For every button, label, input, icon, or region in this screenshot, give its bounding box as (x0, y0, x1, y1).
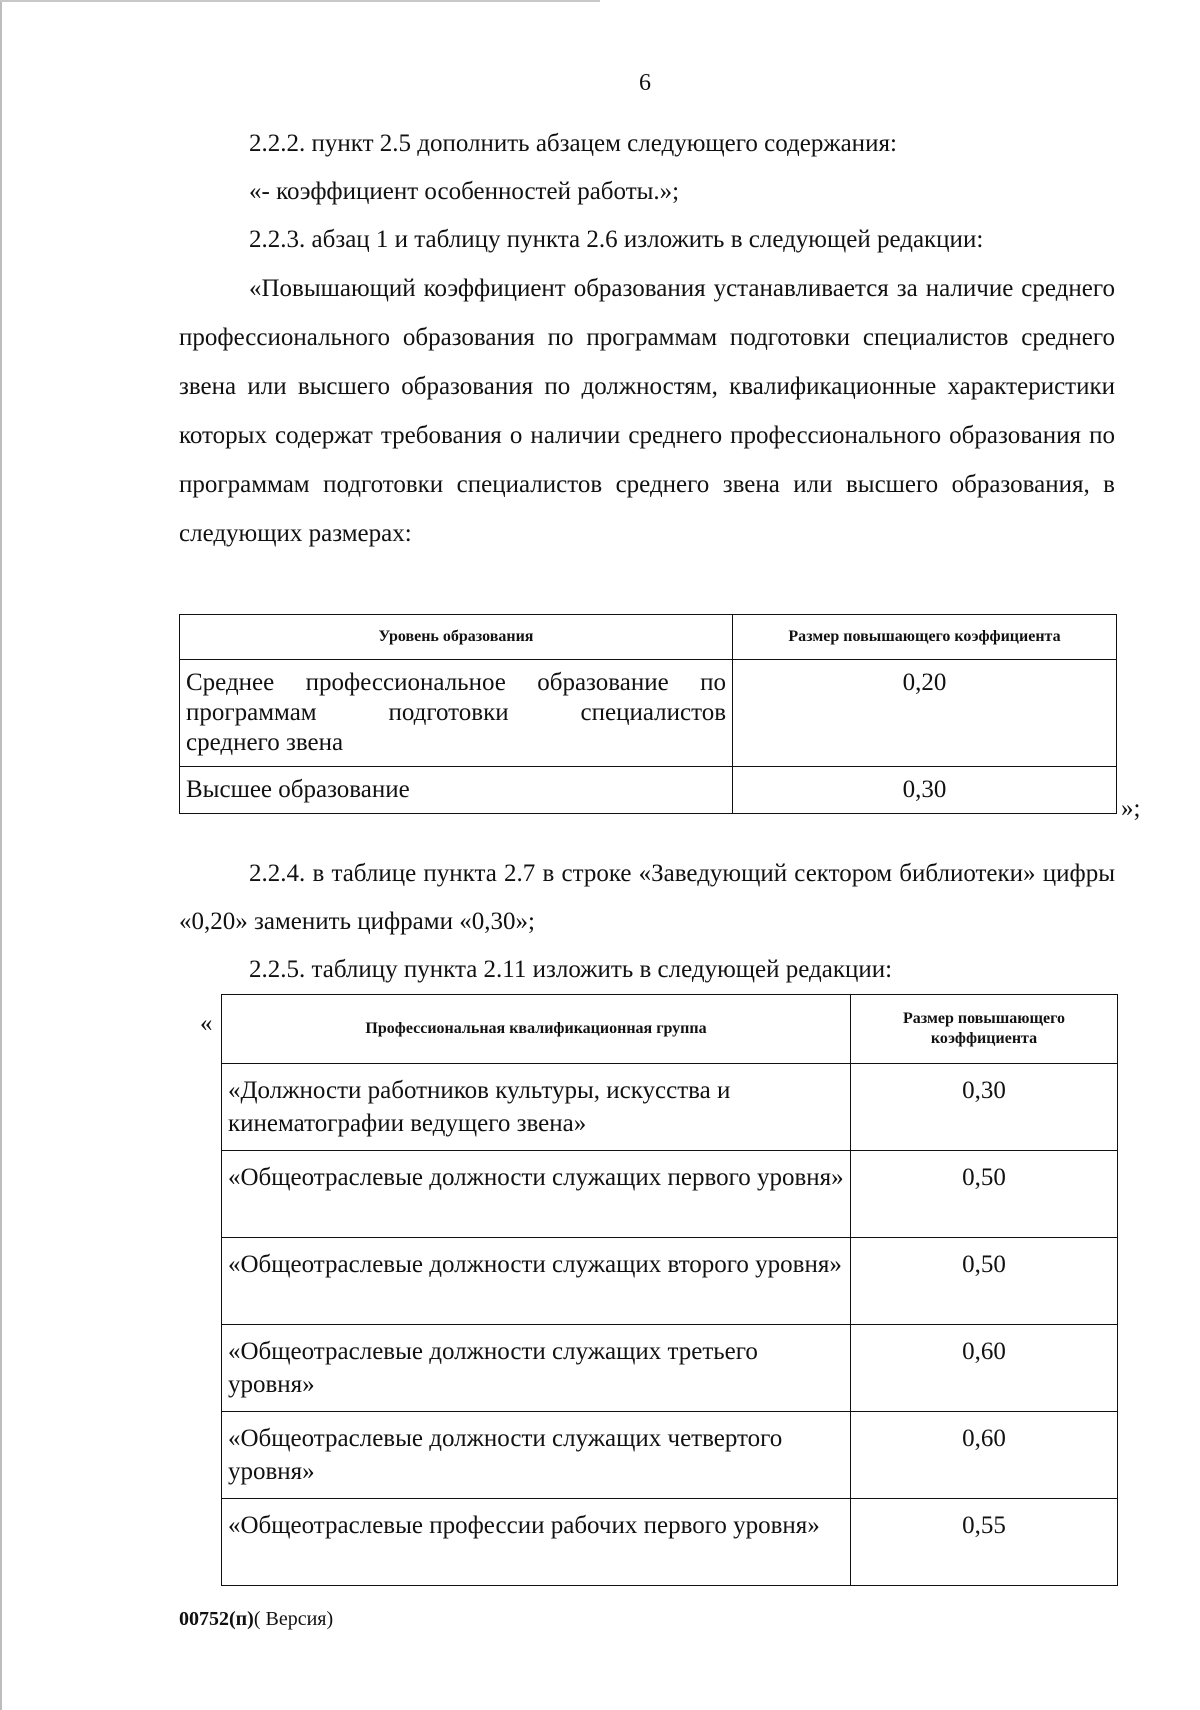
coefficient-value: 0,30 (733, 767, 1117, 814)
table-row (222, 1064, 1118, 1151)
page-number: 6 (639, 70, 651, 96)
qualification-group-cell: «Общеотраслевые должности служащих первого уровня» (222, 1151, 851, 1238)
coefficient-value: 0,50 (851, 1238, 1118, 1325)
table-row (222, 1325, 1118, 1412)
table-header-row (180, 615, 1117, 660)
education-coefficient-table (179, 614, 1117, 814)
header-qualification-group: Профессиональная квалификационная группа (222, 995, 851, 1064)
paragraph-2-2-3: 2.2.3. абзац 1 и таблицу пункта 2.6 изложить в следующей редакции: (249, 226, 984, 253)
coefficient-value: 0,60 (851, 1412, 1118, 1499)
paragraph-2-2-5: 2.2.5. таблицу пункта 2.11 изложить в следующей редакции: (249, 956, 893, 983)
coefficient-value: 0,55 (851, 1499, 1118, 1586)
qualification-group-table (221, 994, 1118, 1586)
table-header-row (222, 995, 1118, 1064)
table-row (222, 1499, 1118, 1586)
table-row (180, 660, 1117, 767)
table-row (222, 1238, 1118, 1325)
qualification-group-cell: «Общеотраслевые должности служащих второго уровня» (222, 1238, 851, 1325)
education-level-cell: Высшее образование (180, 767, 733, 814)
coefficient-value: 0,50 (851, 1151, 1118, 1238)
table-row (222, 1151, 1118, 1238)
qualification-group-cell: «Общеотраслевые должности служащих третьего уровня» (222, 1325, 851, 1412)
education-level-line: Среднее профессиональное образование по (186, 669, 726, 696)
qualification-group-cell: «Общеотраслевые профессии рабочих первого уровня» (222, 1499, 851, 1586)
document-version: ( Версия) (253, 1608, 334, 1630)
header-coefficient-size: Размер повышающего коэффициента (851, 995, 1118, 1064)
paragraph-2-2-4: 2.2.4. в таблице пункта 2.7 в строке «Заведующий сектором библиотеки» цифры «0,20» заменить цифрами «0,30»; (179, 860, 1115, 935)
header-education-level: Уровень образования (180, 615, 733, 660)
education-level-cell (180, 660, 733, 767)
page-top-edge (0, 0, 600, 2)
closing-quote: »; (1121, 795, 1141, 822)
paragraph-coefficient: «- коэффициент особенностей работы.»; (249, 178, 680, 205)
document-footer (179, 1608, 333, 1631)
qualification-group-cell: «Общеотраслевые должности служащих четвертого уровня» (222, 1412, 851, 1499)
table-row (222, 1412, 1118, 1499)
education-level-line: программам подготовки специалистов (186, 699, 726, 726)
education-level-line: среднего звена (186, 729, 344, 756)
header-coefficient-size: Размер повышающего коэффициента (733, 615, 1117, 660)
page-edge (0, 0, 2, 1710)
coefficient-value: 0,20 (733, 660, 1117, 767)
coefficient-value: 0,60 (851, 1325, 1118, 1412)
coefficient-value: 0,30 (851, 1064, 1118, 1151)
qualification-group-cell: «Должности работников культуры, искусства и кинематографии ведущего звена» (222, 1064, 851, 1151)
paragraph-education-coefficient: «Повышающий коэффициент образования устанавливается за наличие среднего профессионального образования по программам подготовки специалистов среднего звена или высшего образования по должностям, квалификационные характеристики которых содержат требования о наличии среднего профессионального образования по программам подготовки специалистов среднего звена или высшего образования, в следующих размерах: (179, 275, 1115, 547)
opening-quote: « (200, 1010, 213, 1037)
table-row (180, 767, 1117, 814)
document-code: 00752(п) (179, 1608, 254, 1630)
paragraph-2-2-2: 2.2.2. пункт 2.5 дополнить абзацем следующего содержания: (249, 130, 897, 157)
